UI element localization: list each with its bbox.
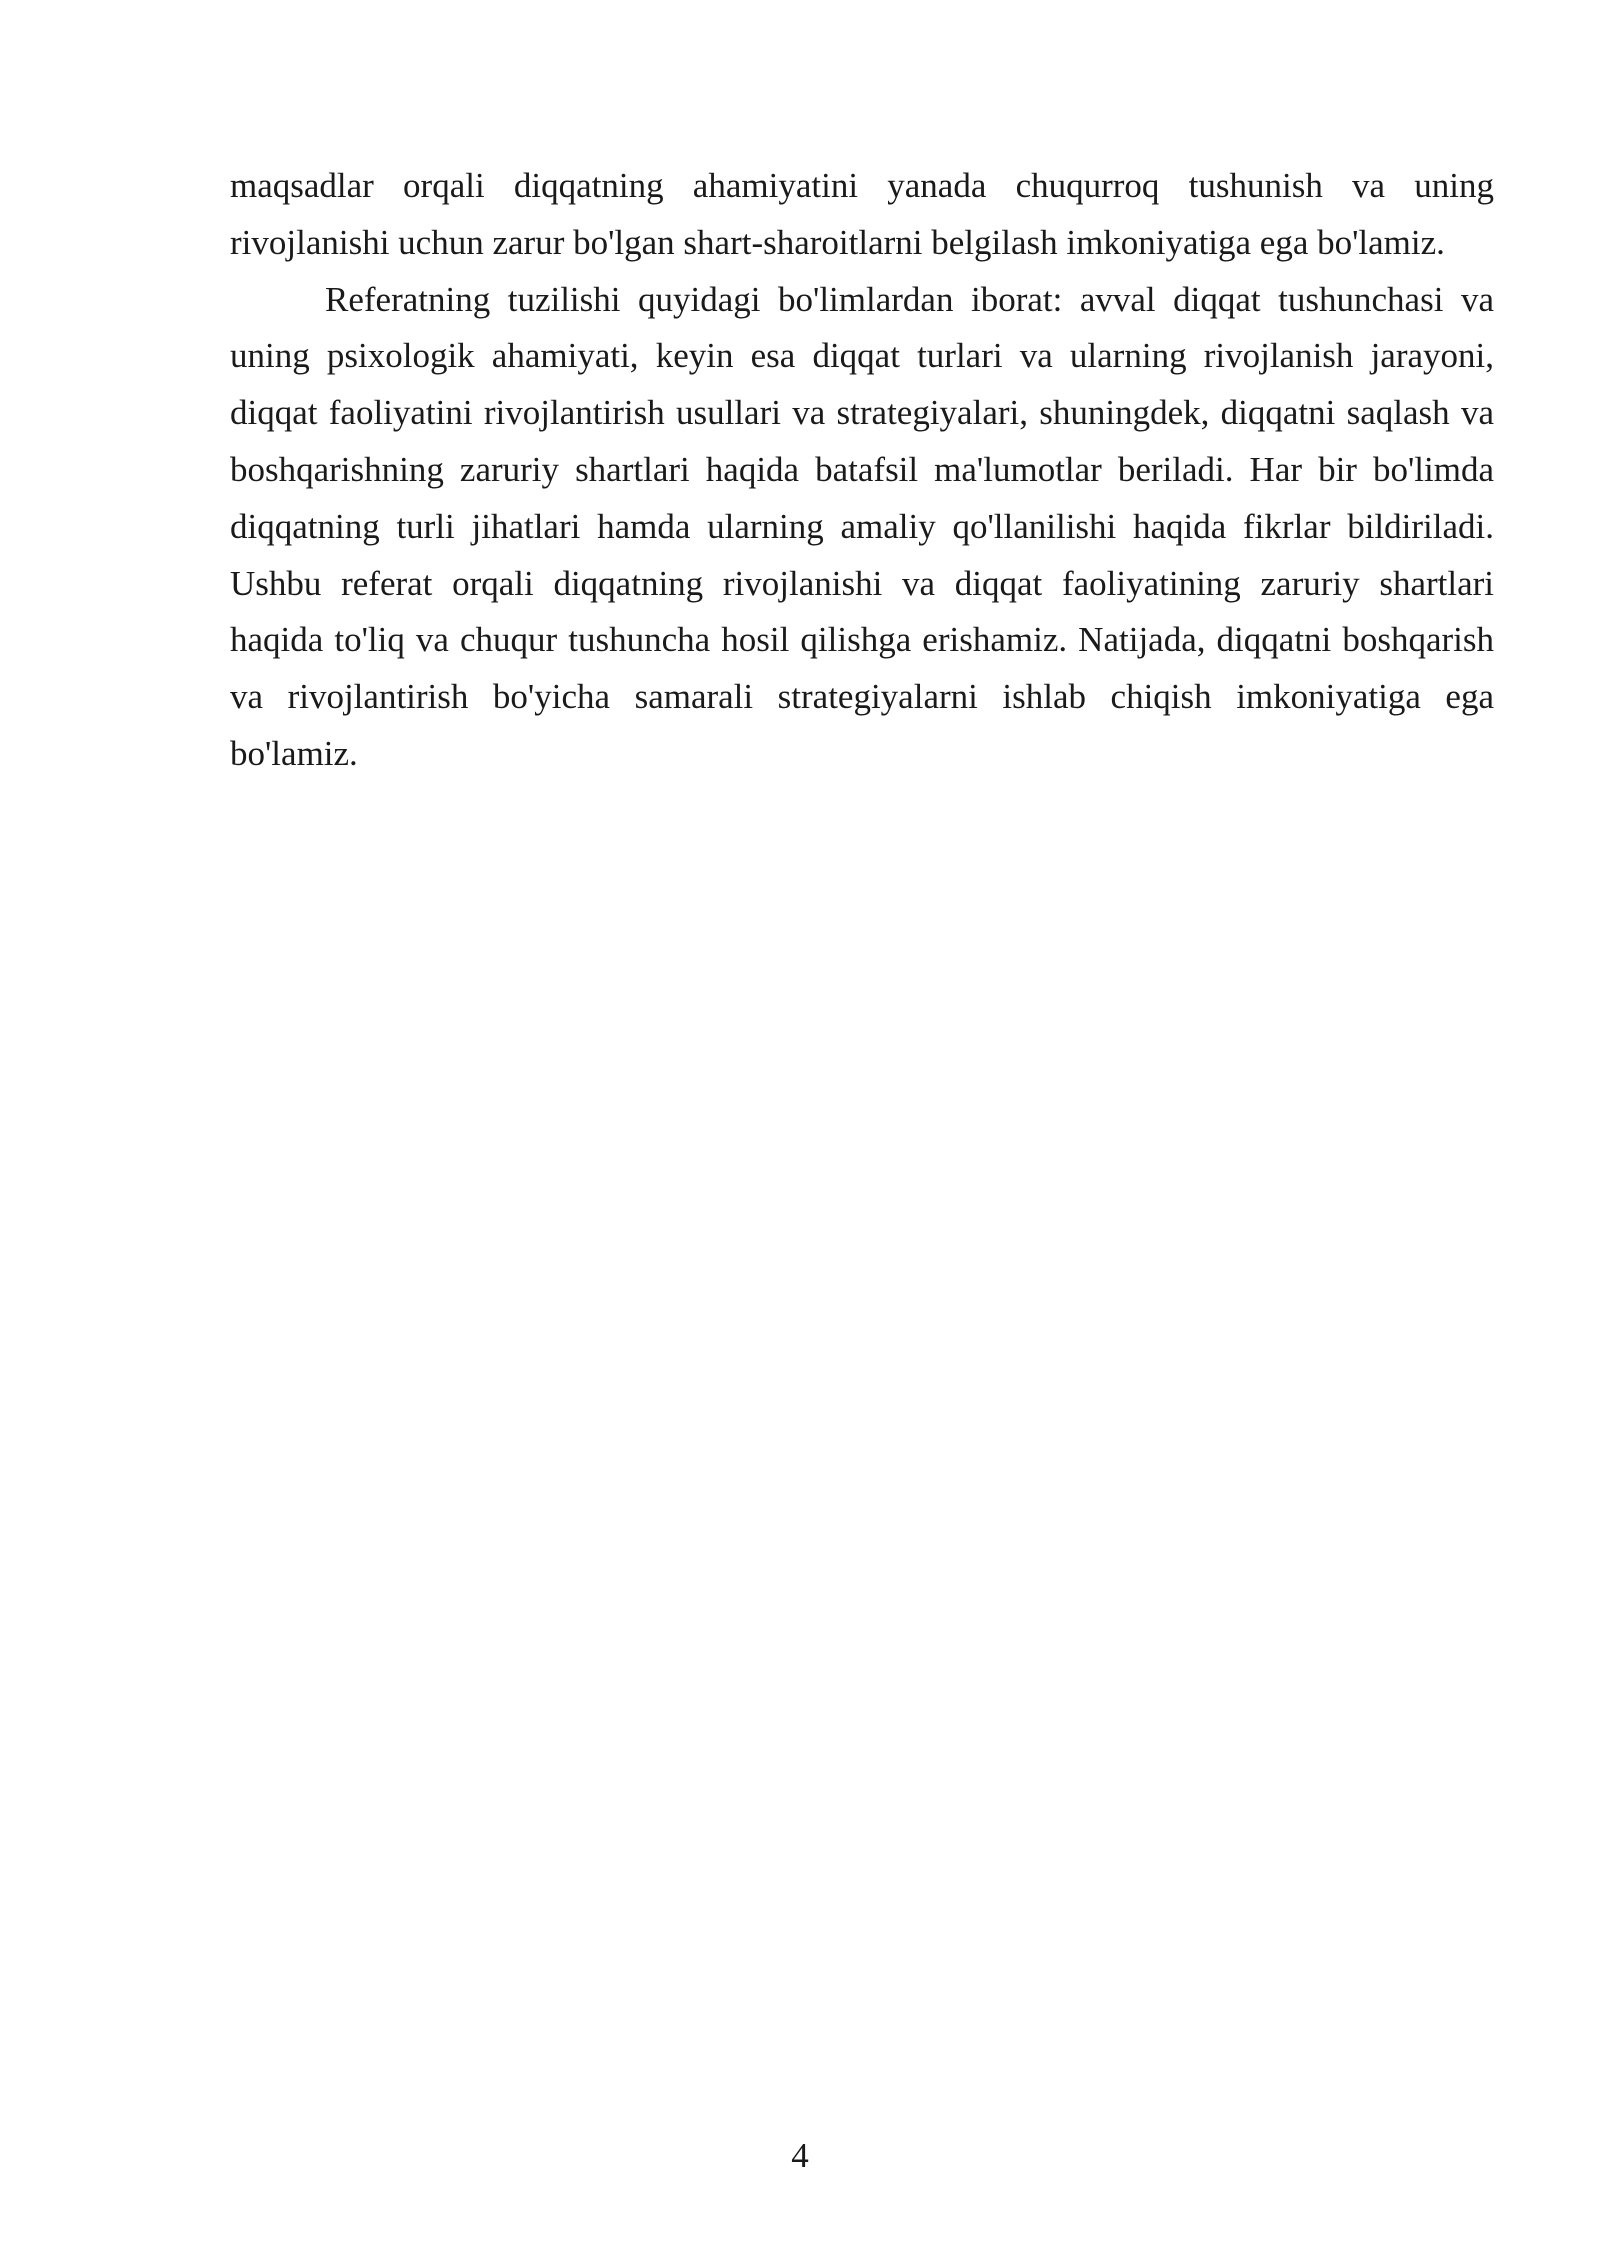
body-text xyxy=(230,158,1494,783)
page-number: 4 xyxy=(791,2136,809,2175)
paragraph-structure: Referatning tuzilishi quyidagi bo'limlardan iborat: avval diqqat tushunchasi va uning psixologik ahamiyati, keyin esa diqqat turlari va ularning rivojlanish jarayoni, diqqat faoliyatini rivojlantirish usullari va strategiyalari, shuningdek, diqqatni saqlash va boshqarishning zaruriy shartlari haqida batafsil ma'lumotlar beriladi. Har bir bo'limda diqqatning turli jihatlari hamda ularning amaliy qo'llanilishi haqida fikrlar bildiriladi. Ushbu referat orqali diqqatning rivojlanishi va diqqat faoliyatining zaruriy shartlari haqida to'liq va chuqur tushuncha hosil qilishga erishamiz. Natijada, diqqatni boshqarish va rivojlantirish bo'yicha samarali strategiyalarni ishlab chiqish imkoniyatiga ega bo'lamiz. xyxy=(230,279,1494,773)
paragraph-continuation: maqsadlar orqali diqqatning ahamiyatini yanada chuqurroq tushunish va uning rivojlanishi uchun zarur bo'lgan shart-sharoitlarni belgilash imkoniyatiga ega bo'lamiz. xyxy=(230,166,1494,262)
